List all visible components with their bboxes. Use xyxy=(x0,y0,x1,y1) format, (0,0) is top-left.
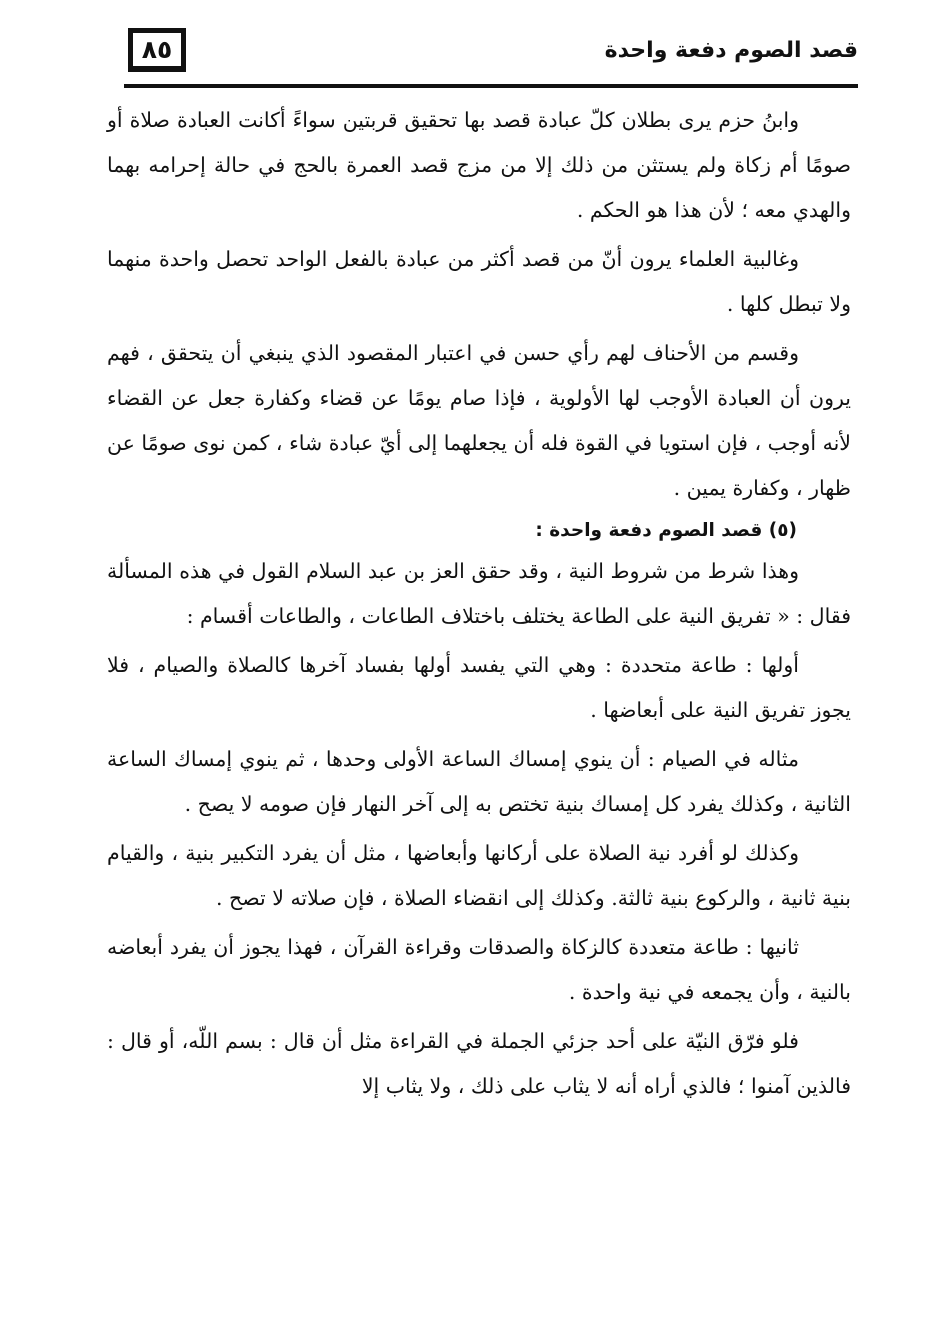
paragraph-ahnaf-opinion: وقسم من الأحناف لهم رأي حسن في اعتبار المقصود الذي ينبغي أن يتحقق ، فهم يرون أن العبادة الأوجب لها الأولوية ، فإذا صام يومًا عن قضاء وكفارة جعل عن القضاء لأنه أوجب ، فإن استويا في القوة فله أن يجعلهما إلى أيّ عبادة شاء ، كمن نوى صومًا عن ظهار ، وكفارة يمين . xyxy=(107,341,851,500)
section-heading: (٥) قصد الصوم دفعة واحدة : xyxy=(535,520,797,541)
body-text xyxy=(107,98,851,1111)
paragraph-first-type: أولها : طاعة متحددة : وهي التي يفسد أولها بفساد آخرها كالصلاة والصيام ، فلا يجوز تفريق النية على أبعاضها . xyxy=(107,653,851,722)
paragraph-ibn-hazm: وابنُ حزم يرى بطلان كلّ عبادة قصد بها تحقيق قربتين سواءً أكانت العبادة صلاة أو صومًا أم زكاة ولم يستثن من ذلك إلا من مزج قصد العمرة بالحج في حالة إحرامه بهما والهدي معه ؛ لأن هذا هو الحكم . xyxy=(107,108,851,222)
running-title: قصد الصوم دفعة واحدة xyxy=(604,38,858,63)
paragraph-recitation-example: فلو فرّق النيّة على أحد جزئي الجملة في القراءة مثل أن قال : بسم اللّه، أو قال : فالذين آمنوا ؛ فالذي أراه أنه لا يثاب على ذلك ، ولا يثاب إلا xyxy=(107,1029,851,1098)
page-header xyxy=(124,26,858,92)
paragraph-second-type: ثانيها : طاعة متعددة كالزكاة والصدقات وقراءة القرآن ، فهذا يجوز أن يفرد أبعاضه بالنية ، وأن يجمعه في نية واحدة . xyxy=(107,935,851,1004)
page-number: ٨٥ xyxy=(128,28,186,72)
paragraph-prayer-example: وكذلك لو أفرد نية الصلاة على أركانها وأبعاضها ، مثل أن يفرد التكبير بنية ، والقيام بنية ثانية ، والركوع بنية ثالثة. وكذلك إلى انقضاء الصلاة ، فإن صلاته لا تصح . xyxy=(107,841,851,910)
header-rule xyxy=(124,84,858,88)
paragraph-majority-scholars: وغالبية العلماء يرون أنّ من قصد أكثر من عبادة بالفعل الواحد تحصل واحدة منهما ولا تبطل كلها . xyxy=(107,247,851,316)
paragraph-fasting-example: مثاله في الصيام : أن ينوي إمساك الساعة الأولى وحدها ، ثم ينوي إمساك الساعة الثانية ، وكذلك يفرد كل إمساك بنية تختص به إلى آخر النهار فإن صومه لا يصح . xyxy=(107,747,851,816)
paragraph-condition: وهذا شرط من شروط النية ، وقد حقق العز بن عبد السلام القول في هذه المسألة فقال : « تفريق النية على الطاعة يختلف باختلاف الطاعات ، والطاعات أقسام : xyxy=(107,559,851,628)
